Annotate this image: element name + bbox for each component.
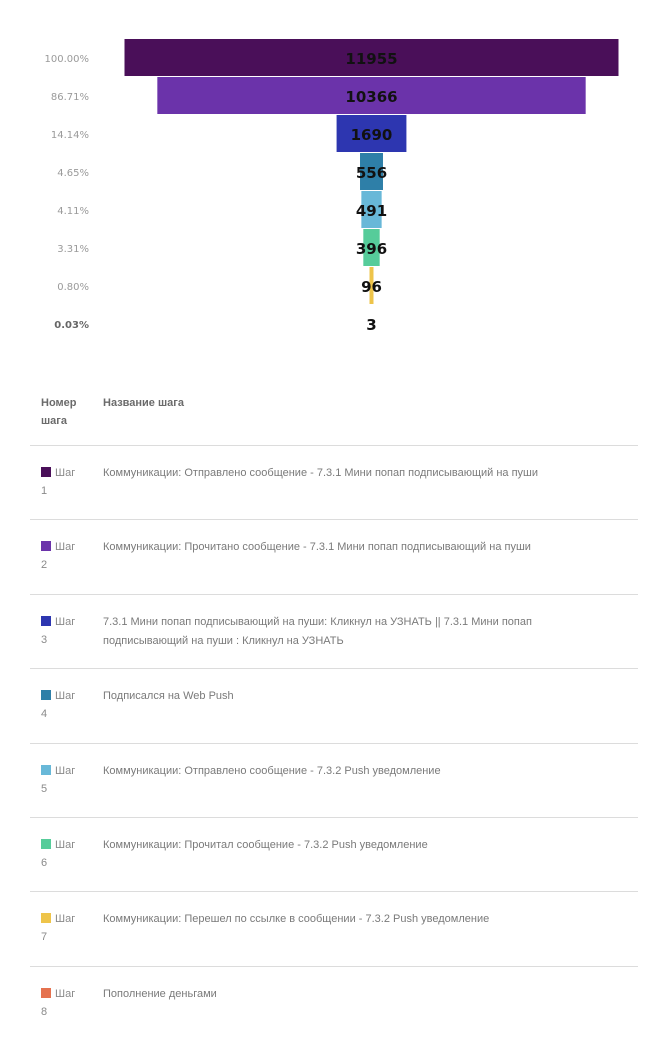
step-number: 7 <box>41 931 48 944</box>
table-row <box>30 669 638 743</box>
step-number-cell <box>30 464 103 519</box>
table-row <box>30 892 638 966</box>
funnel-value-label: 1690 <box>350 126 393 144</box>
step-label: Шаг <box>55 690 76 703</box>
step-color-swatch <box>41 765 51 775</box>
funnel-value-label: 556 <box>355 164 388 182</box>
step-number: 3 <box>41 633 48 646</box>
step-label: Шаг <box>55 838 76 851</box>
funnel-percent-label: 14.14% <box>50 130 89 141</box>
step-number-cell <box>30 836 103 891</box>
step-name-cell: Коммуникации: Прочитал сообщение - 7.3.2 Push уведомление <box>103 838 428 851</box>
step-name-cell: Коммуникации: Отправлено сообщение - 7.3.1 Мини попап подписывающий на пуши <box>103 467 539 479</box>
table-body <box>30 446 638 1041</box>
funnel-percent-label: 4.65% <box>57 168 89 179</box>
table-row <box>30 818 638 892</box>
step-label: Шаг <box>55 467 76 479</box>
header-step-name: Название шага <box>103 397 184 409</box>
step-color-swatch <box>41 467 51 477</box>
funnel-percent-label: 3.31% <box>57 244 89 255</box>
step-number-cell <box>30 985 103 1041</box>
funnel-value-label: 3 <box>366 316 377 334</box>
step-number: 2 <box>41 559 48 572</box>
step-name-cell: Подписался на Web Push <box>103 690 234 703</box>
funnel-percent-label: 0.03% <box>54 320 89 331</box>
step-name-cell: Коммуникации: Прочитано сообщение - 7.3.1 Мини попап подписывающий на пуши <box>103 541 531 554</box>
table-row <box>30 967 638 1041</box>
step-number-cell <box>30 762 103 817</box>
step-label: Шаг <box>55 541 76 554</box>
header-step-number: Номер шага <box>41 397 77 427</box>
table-row <box>30 520 638 594</box>
funnel-value-label: 11955 <box>345 50 398 68</box>
table-row <box>30 744 638 818</box>
step-color-swatch <box>41 913 51 923</box>
funnel-value-label: 10366 <box>345 88 398 106</box>
step-color-swatch <box>41 616 51 626</box>
step-name-cell: Коммуникации: Отправлено сообщение - 7.3.2 Push уведомление <box>103 764 441 777</box>
step-label: Шаг <box>55 615 76 628</box>
step-number: 5 <box>41 782 48 795</box>
funnel-chart <box>0 0 656 360</box>
step-color-swatch <box>41 541 51 551</box>
step-number-cell <box>30 910 103 965</box>
step-label: Шаг <box>55 913 76 926</box>
table-row <box>30 446 638 520</box>
table-header <box>30 382 638 446</box>
step-color-swatch <box>41 839 51 849</box>
step-name-cell: Пополнение деньгами <box>103 987 217 1000</box>
funnel-value-label: 96 <box>361 278 382 296</box>
steps-table <box>30 382 638 1041</box>
step-number-cell <box>30 687 103 742</box>
funnel-value-label: 396 <box>355 240 388 258</box>
step-number: 8 <box>41 1005 48 1018</box>
step-number: 1 <box>41 485 48 497</box>
step-color-swatch <box>41 988 51 998</box>
funnel-value-label: 491 <box>355 202 388 220</box>
funnel-percent-label: 86.71% <box>50 92 89 103</box>
step-label: Шаг <box>55 764 76 777</box>
step-number-cell <box>30 613 103 668</box>
step-name-cell: Коммуникации: Перешел по ссылке в сообщении - 7.3.2 Push уведомление <box>103 913 490 926</box>
step-number: 6 <box>41 856 48 869</box>
funnel-percent-label: 0.80% <box>57 282 89 293</box>
step-name-cell: 7.3.1 Мини попап подписывающий на пуши: Кликнул на УЗНАТЬ || 7.3.1 Мини попап подписывающий на пуши : Кликнул на УЗНАТЬ <box>103 615 532 647</box>
table-row <box>30 595 638 669</box>
step-label: Шаг <box>55 987 76 1000</box>
funnel-percent-label: 4.11% <box>57 206 89 217</box>
step-color-swatch <box>41 690 51 700</box>
step-number: 4 <box>41 708 48 721</box>
funnel-percent-label: 100.00% <box>44 54 89 65</box>
step-number-cell <box>30 538 103 593</box>
